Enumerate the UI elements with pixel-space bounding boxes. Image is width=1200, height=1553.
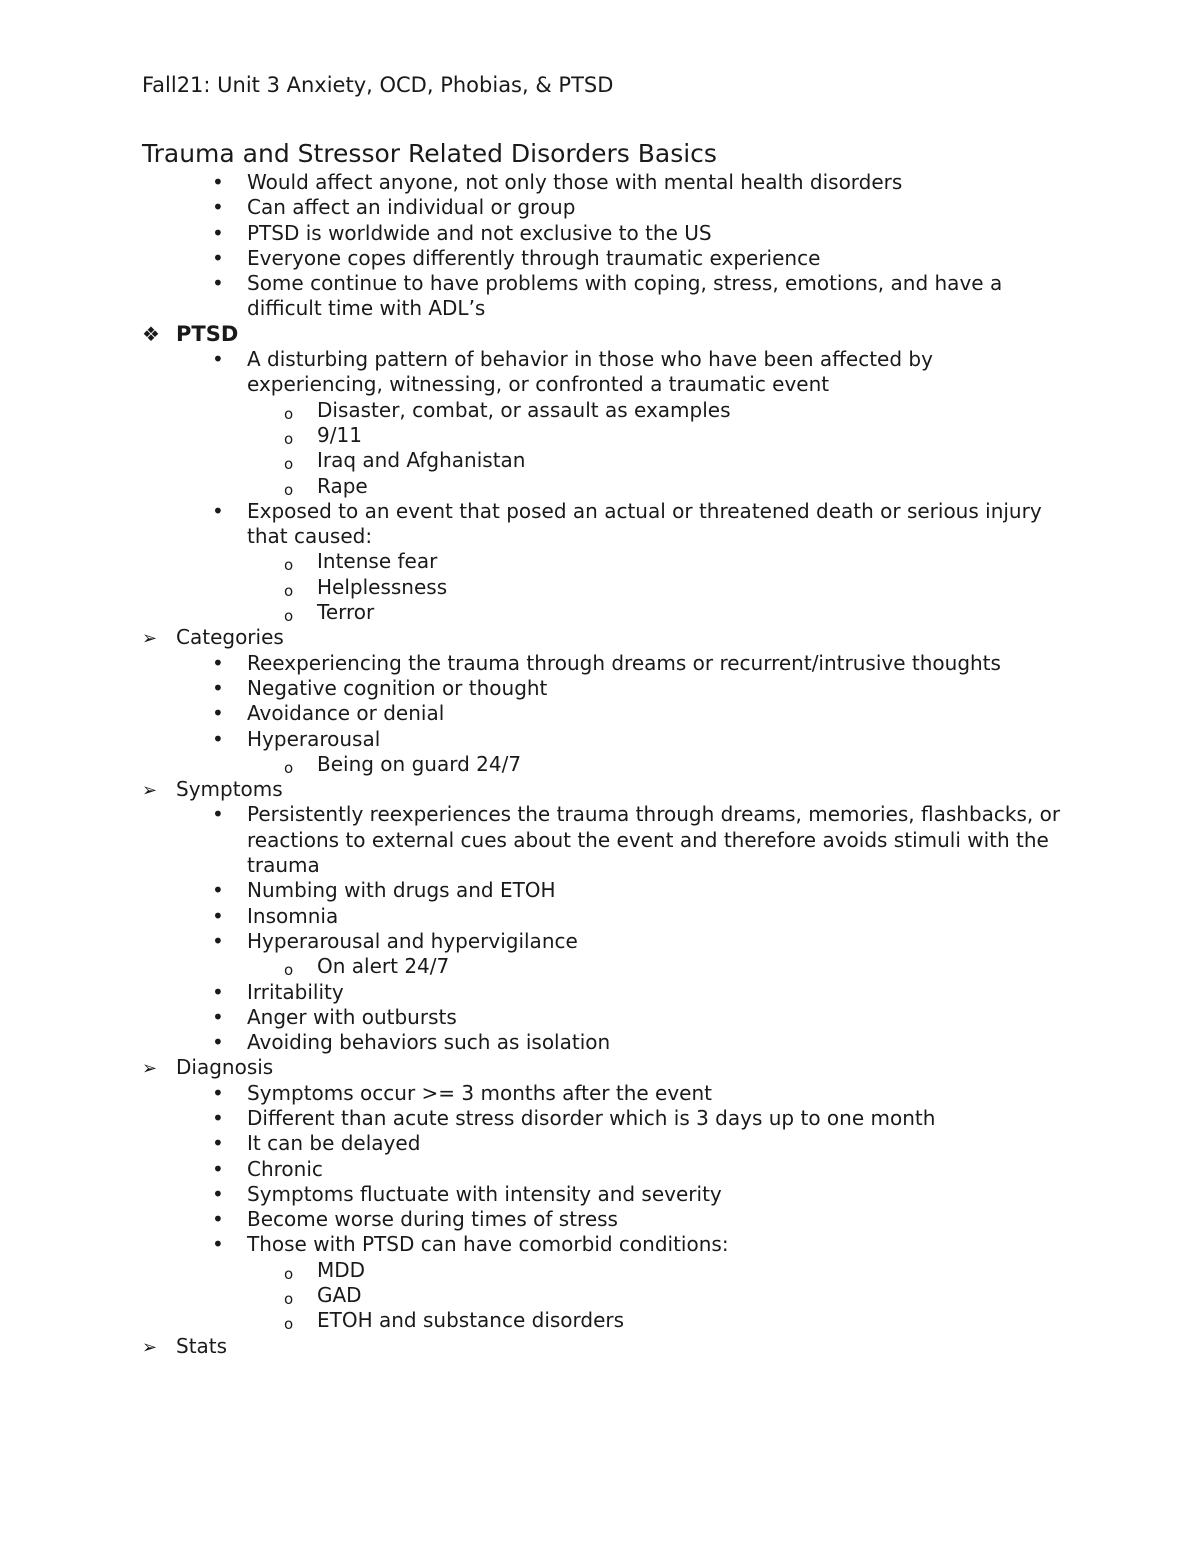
bullet-icon: • — [212, 878, 224, 903]
bullet-icon: • — [212, 1004, 224, 1029]
bullet-icon: • — [212, 1105, 224, 1130]
diagnosis-heading: ➢ Diagnosis — [142, 1055, 1062, 1080]
arrow-icon: ➢ — [142, 1058, 158, 1080]
symptoms-list — [142, 802, 1062, 1055]
bullet-icon: • — [212, 1030, 224, 1055]
sub-list-item: o On alert 24/7 — [142, 954, 1062, 979]
list-item: • It can be delayed — [212, 1131, 421, 1156]
ptsd-heading: ❖ PTSD — [142, 321, 239, 346]
list-item: • Anger with outbursts — [212, 1004, 457, 1029]
arrow-icon: ➢ — [142, 628, 158, 650]
sub-list-item: o Disaster, combat, or assault as examples — [142, 398, 1062, 423]
symptoms-heading: ➢ Symptoms — [142, 777, 1062, 802]
bullet-icon: • — [212, 701, 224, 726]
bullet-icon: • — [212, 1181, 224, 1206]
sub-list-item: o Being on guard 24/7 — [142, 752, 1062, 777]
bullet-icon: • — [212, 1207, 224, 1232]
list-item: • Persistently reexperiences the trauma through dreams, memories, flashbacks, or reactions to external cues about the event and therefore avoids stimuli with the trauma — [212, 802, 1061, 878]
sub-list-item: o Rape — [142, 474, 1062, 499]
bullet-icon: • — [212, 1080, 224, 1105]
bullet-icon: • — [212, 802, 224, 827]
list-item: • Some continue to have problems with coping, stress, emotions, and have a difficult time with ADL’s — [212, 271, 1003, 321]
sub-bullet-icon: o — [284, 455, 294, 474]
arrow-icon: ➢ — [142, 1336, 158, 1358]
list-item: • Hyperarousal — [212, 726, 381, 751]
sub-bullet-icon: o — [284, 1290, 294, 1309]
sub-bullet-icon: o — [284, 1315, 294, 1334]
list-item: • Exposed to an event that posed an actual or threatened death or serious injury that caused: — [212, 498, 1042, 549]
diamond-icon: ❖ — [142, 321, 160, 346]
sub-bullet-icon: o — [284, 404, 294, 423]
list-item: • Would affect anyone, not only those with mental health disorders — [212, 170, 903, 194]
list-item: • Insomnia — [212, 903, 339, 928]
sub-list-item: o Intense fear — [142, 549, 1062, 574]
diagnosis-list — [142, 1081, 1062, 1334]
bullet-icon: • — [212, 170, 224, 194]
sub-list-item: o Terror — [142, 600, 1062, 625]
sub-list-item: o Helplessness — [142, 575, 1062, 600]
bullet-icon: • — [212, 928, 224, 953]
bullet-icon: • — [212, 271, 224, 296]
bullet-icon: • — [212, 903, 224, 928]
bullet-icon: • — [212, 1156, 224, 1181]
bullet-icon: • — [212, 245, 224, 270]
sub-bullet-icon: o — [284, 961, 294, 980]
sub-bullet-icon: o — [284, 607, 294, 626]
sub-bullet-icon: o — [284, 556, 294, 575]
sub-bullet-icon: o — [284, 429, 294, 448]
sub-bullet-icon: o — [284, 1264, 294, 1283]
list-item: • PTSD is worldwide and not exclusive to the US — [212, 220, 712, 245]
list-item: • Become worse during times of stress — [212, 1207, 618, 1232]
bullet-icon: • — [212, 675, 224, 700]
stats-heading: ➢ Stats — [142, 1334, 1062, 1359]
document-title: Fall21: Unit 3 Anxiety, OCD, Phobias, & PTSD — [142, 73, 614, 97]
sub-bullet-icon: o — [284, 480, 294, 499]
bullet-icon: • — [212, 195, 224, 220]
list-item: • Hyperarousal and hypervigilance — [212, 928, 578, 953]
list-item: • Avoidance or denial — [212, 701, 445, 726]
section-heading: Trauma and Stressor Related Disorders Basics — [142, 139, 717, 168]
list-item: • Symptoms fluctuate with intensity and severity — [212, 1181, 722, 1206]
list-item: • Symptoms occur >= 3 months after the event — [212, 1080, 712, 1105]
list-item: • Reexperiencing the trauma through dreams or recurrent/intrusive thoughts — [212, 650, 1001, 675]
list-item: • Different than acute stress disorder which is 3 days up to one month — [212, 1105, 936, 1130]
bullet-icon: • — [212, 726, 224, 751]
arrow-icon: ➢ — [142, 780, 158, 802]
categories-list — [142, 651, 1062, 777]
list-item: • Those with PTSD can have comorbid conditions: — [212, 1232, 729, 1257]
list-item: • Irritability — [212, 979, 344, 1004]
bullet-icon: • — [212, 498, 224, 523]
categories-heading: ➢ Categories — [142, 625, 1062, 650]
sub-list-item: o ETOH and substance disorders — [142, 1308, 1062, 1333]
sub-list-item: o 9/11 — [142, 423, 1062, 448]
sub-list-item: o GAD — [142, 1283, 1062, 1308]
list-item: • Numbing with drugs and ETOH — [212, 878, 556, 903]
document-page — [142, 68, 1062, 1359]
bullet-icon: • — [212, 1131, 224, 1156]
list-item: • Can affect an individual or group — [212, 195, 576, 220]
list-item: • Avoiding behaviors such as isolation — [212, 1030, 611, 1055]
bullet-icon: • — [212, 220, 224, 245]
bullet-icon: • — [212, 650, 224, 675]
list-item: • Chronic — [212, 1156, 323, 1181]
ptsd-list — [142, 347, 1062, 625]
bullet-icon: • — [212, 979, 224, 1004]
basics-list — [142, 170, 1062, 322]
bullet-icon: • — [212, 1232, 224, 1257]
sub-bullet-icon: o — [284, 581, 294, 600]
list-item: • A disturbing pattern of behavior in those who have been affected by experiencing, witnessing, or confronted a traumatic event — [212, 347, 933, 397]
sub-list-item: o MDD — [142, 1258, 1062, 1283]
list-item: • Negative cognition or thought — [212, 675, 548, 700]
sub-bullet-icon: o — [284, 758, 294, 777]
list-item: • Everyone copes differently through traumatic experience — [212, 245, 821, 270]
bullet-icon: • — [212, 347, 224, 372]
sub-list-item: o Iraq and Afghanistan — [142, 448, 1062, 473]
